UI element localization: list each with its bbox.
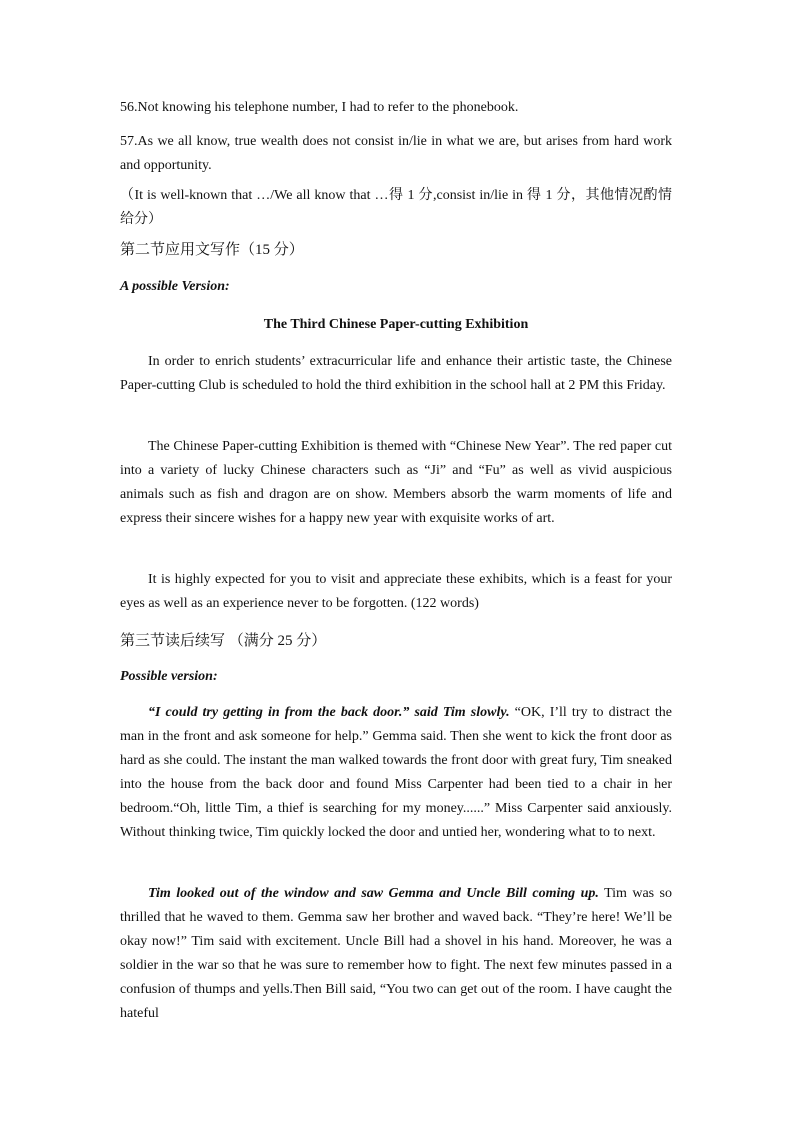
section3-heading: 第三节读后续写 （满分 25 分）	[120, 633, 327, 649]
section2-paragraph-2: The Chinese Paper-cutting Exhibition is themed with “Chinese New Year”. The red paper cut into a variety of lucky Chinese characters such as “Ji” and “Fu” as well as vivid auspicious animals such as fish and dragon are on show. Members absorb the warm moments of life and express their sincere wishes for a happy new year with exquisite works of art.	[120, 439, 672, 526]
section3-paragraph-2-lead: Tim looked out of the window and saw Gemma and Uncle Bill coming up.	[148, 886, 599, 901]
section3-paragraph-2	[120, 882, 672, 1026]
section3-version-label: Possible version:	[120, 669, 218, 684]
section3-paragraph-1	[120, 701, 672, 845]
section3-paragraph-2-body: Tim was so thrilled that he waved to them. Gemma saw her brother and waved back. “They’re here! We’ll be okay now!” Tim said with excitement. Uncle Bill had a shovel in his hand. Moreover, he was a soldier in the war so that he was sure to remember how to fight. The next few minutes passed in a confusion of thumps and yells.Then Bill said, “You two can get out of the room. I have caught the hateful	[120, 886, 672, 1021]
scoring-note: （It is well-known that …/We all know that …得 1 分,consist in/lie in 得 1 分，其他情况酌情给分）	[120, 188, 672, 227]
answer-57: 57.As we all know, true wealth does not consist in/lie in what we are, but arises from hard work and opportunity.	[120, 134, 672, 173]
section2-heading: 第二节应用文写作（15 分）	[120, 242, 304, 258]
section2-paragraph-3: It is highly expected for you to visit and appreciate these exhibits, which is a feast for your eyes as well as an experience never to be forgotten. (122 words)	[120, 572, 672, 611]
section2-paragraph-1: In order to enrich students’ extracurricular life and enhance their artistic taste, the Chinese Paper-cutting Club is scheduled to hold the third exhibition in the school hall at 2 PM this Friday.	[120, 354, 672, 393]
section2-version-label: A possible Version:	[120, 279, 230, 294]
section3-paragraph-1-lead: “I could try getting in from the back door.” said Tim slowly.	[148, 705, 510, 720]
section3-paragraph-1-body: “OK, I’ll try to distract the man in the front and ask someone for help.” Gemma said. Then she went to kick the front door as hard as she could. The instant the man walked towards the front door with great fury, Tim sneaked into the house from the back door and found Miss Carpenter had been tied to a chair in her bedroom.“Oh, little Tim, a thief is searching for my money......” Miss Carpenter said anxiously. Without thinking twice, Tim quickly locked the door and untied her, wondering what to to next.	[120, 705, 672, 840]
essay-title: The Third Chinese Paper-cutting Exhibition	[263, 317, 529, 332]
answer-56: 56.Not knowing his telephone number, I had to refer to the phonebook.	[120, 100, 519, 115]
